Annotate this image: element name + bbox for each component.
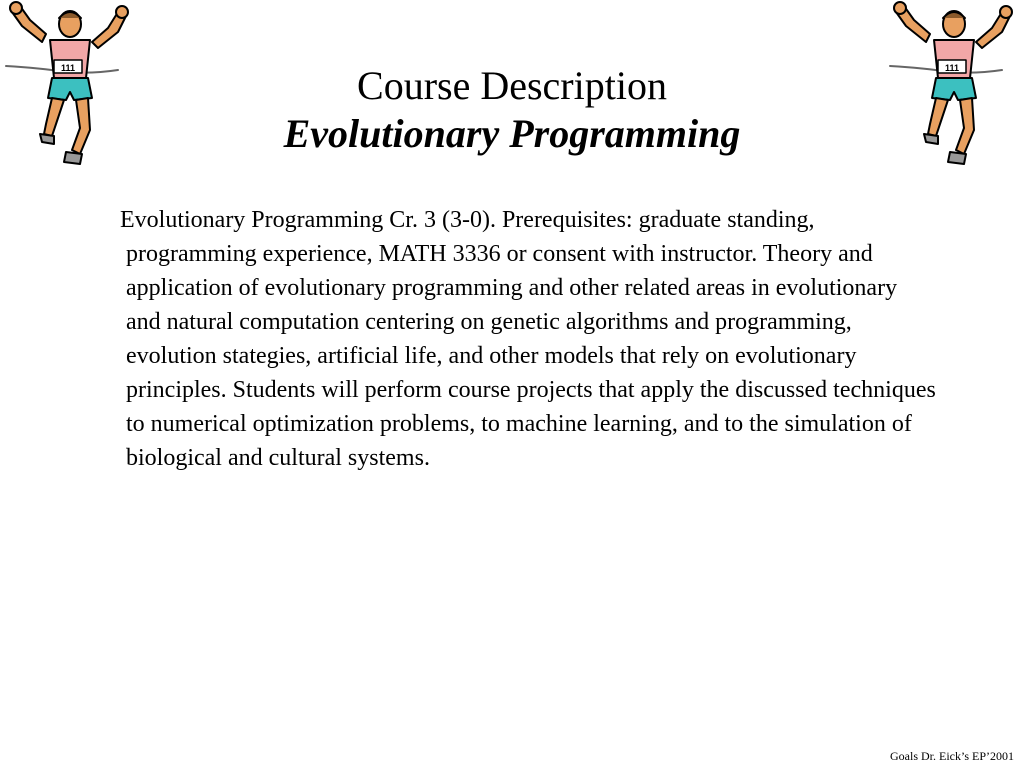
slide-title-line1: Course Description — [357, 63, 667, 108]
bib-number-right: 111 — [944, 63, 960, 73]
slide-title-line2: Evolutionary Programming — [283, 111, 741, 156]
runner-finish-line-icon — [890, 2, 1012, 164]
runner-finish-line-icon — [6, 2, 128, 164]
runner-clipart-right — [884, 0, 1024, 172]
slide-footer: Goals Dr. Eick’s EP’2001 — [890, 749, 1014, 763]
runner-clipart-left — [0, 0, 140, 172]
course-description-body: Evolutionary Programming Cr. 3 (3-0). Prerequisites: graduate standing, programming experience, MATH 3336 or consent with instructor. Theory and application of evolutionary programming and other related areas in evolutionary and natural computation centering on genetic algorithms and programming, evolution stategies, artificial life, and other models that rely on evolutionary principles. Students will perform course projects that apply the discussed techniques to numerical optimization problems, to machine learning, and to the simulation of biological and cultural systems. — [120, 207, 936, 471]
slide-title — [150, 62, 874, 158]
bib-number-left: 111 — [60, 63, 76, 73]
